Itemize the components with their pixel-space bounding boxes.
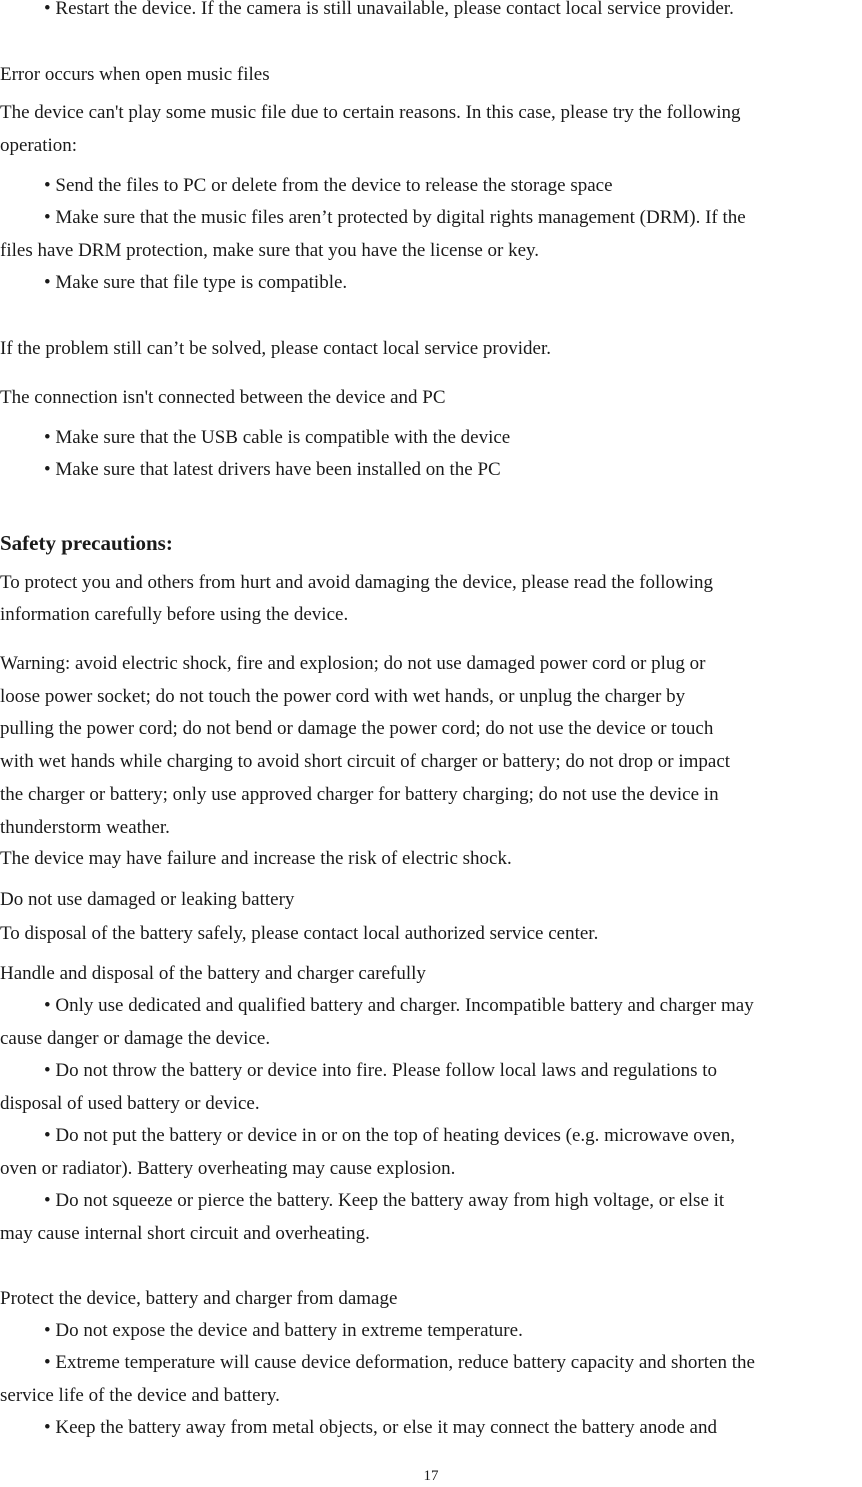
subheading-damaged-battery: Do not use damaged or leaking battery xyxy=(0,889,295,910)
bullet-item: • Make sure that file type is compatible. xyxy=(44,272,348,293)
warning-line: Warning: avoid electric shock, fire and explosion; do not use damaged power cord or plug or xyxy=(0,653,706,674)
bullet-item: • Make sure that the USB cable is compatible with the device xyxy=(44,427,511,448)
paragraph-line: files have DRM protection, make sure that you have the license or key. xyxy=(0,240,540,261)
paragraph-line: operation: xyxy=(0,135,78,156)
bullet-item: • Only use dedicated and qualified battery and charger. Incompatible battery and charger may xyxy=(44,995,754,1016)
bullet-item: • Send the files to PC or delete from the device to release the storage space xyxy=(44,175,613,196)
paragraph-line: may cause internal short circuit and overheating. xyxy=(0,1223,370,1244)
subheading-pc-connection: The connection isn't connected between the device and PC xyxy=(0,387,446,408)
bullet-item: • Make sure that latest drivers have been installed on the PC xyxy=(44,459,501,480)
warning-line: loose power socket; do not touch the power cord with wet hands, or unplug the charger by xyxy=(0,686,686,707)
bullet-restart-device: • Restart the device. If the camera is still unavailable, please contact local service provider. xyxy=(44,0,734,19)
bullet-item: • Do not put the battery or device in or on the top of heating devices (e.g. microwave oven, xyxy=(44,1125,735,1146)
warning-line: with wet hands while charging to avoid short circuit of charger or battery; do not drop or impact xyxy=(0,751,731,772)
warning-line: thunderstorm weather. xyxy=(0,817,170,838)
paragraph-line: The device may have failure and increase the risk of electric shock. xyxy=(0,848,512,869)
bullet-item: • Do not expose the device and battery in extreme temperature. xyxy=(44,1320,523,1341)
bullet-item: • Do not throw the battery or device into fire. Please follow local laws and regulations to xyxy=(44,1060,718,1081)
paragraph-line: cause danger or damage the device. xyxy=(0,1028,271,1049)
section-heading-safety: Safety precautions: xyxy=(0,531,173,555)
subheading-handle-battery: Handle and disposal of the battery and charger carefully xyxy=(0,963,426,984)
paragraph-line: To disposal of the battery safely, please contact local authorized service center. xyxy=(0,923,599,944)
bullet-item: • Extreme temperature will cause device deformation, reduce battery capacity and shorten the xyxy=(44,1352,755,1373)
subheading-protect-device: Protect the device, battery and charger from damage xyxy=(0,1288,398,1309)
page-number: 17 xyxy=(423,1468,439,1484)
bullet-item: • Keep the battery away from metal objects, or else it may connect the battery anode and xyxy=(44,1417,717,1438)
subheading-music-files: Error occurs when open music files xyxy=(0,64,270,85)
paragraph-line: information carefully before using the device. xyxy=(0,604,349,625)
paragraph-line: If the problem still can’t be solved, please contact local service provider. xyxy=(0,338,551,359)
warning-line: the charger or battery; only use approved charger for battery charging; do not use the device in xyxy=(0,784,719,805)
bullet-item: • Make sure that the music files aren’t protected by digital rights management (DRM). If the xyxy=(44,207,746,228)
paragraph-line: disposal of used battery or device. xyxy=(0,1093,260,1114)
paragraph-line: The device can't play some music file due to certain reasons. In this case, please try the following xyxy=(0,102,741,123)
warning-line: pulling the power cord; do not bend or damage the power cord; do not use the device or touch xyxy=(0,718,714,739)
paragraph-line: oven or radiator). Battery overheating may cause explosion. xyxy=(0,1158,456,1179)
bullet-item: • Do not squeeze or pierce the battery. Keep the battery away from high voltage, or else it xyxy=(44,1190,725,1211)
paragraph-line: service life of the device and battery. xyxy=(0,1385,280,1406)
paragraph-line: To protect you and others from hurt and avoid damaging the device, please read the following xyxy=(0,572,714,593)
